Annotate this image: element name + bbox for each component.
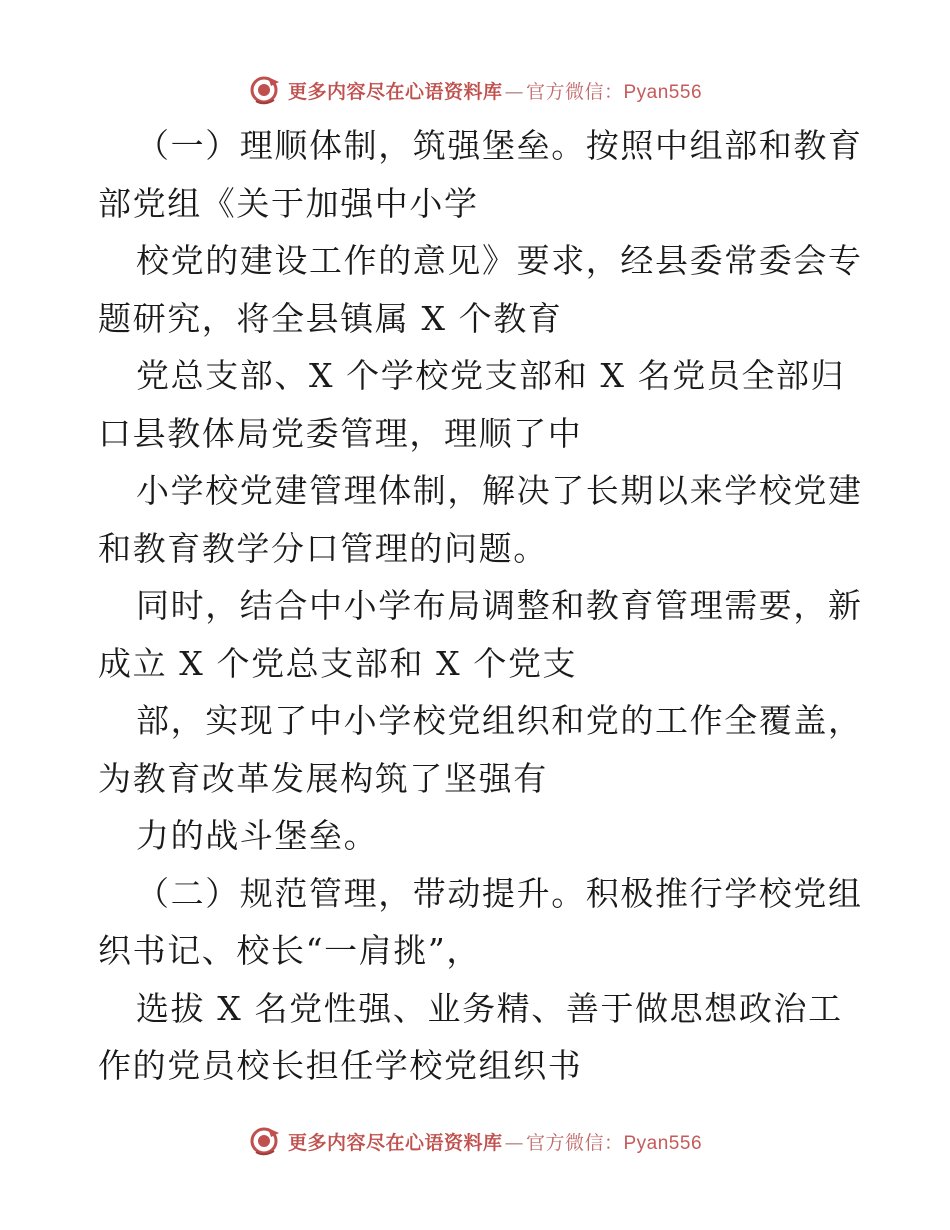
banner-dash: — [504,80,524,103]
header-banner [0,70,950,110]
banner-dash: — [504,1131,524,1154]
banner-text [288,1128,702,1155]
text-line: （二）规范管理，带动提升。积极推行学校党组 [136,873,863,913]
logo-icon [248,73,282,107]
text-line: 党总支部、X 个学校党支部和 X 名党员全部归 [136,356,846,395]
logo-icon [248,1124,282,1158]
text-line: 口县教体局党委管理，理顺了中 [98,413,583,453]
banner-suffix: 官方微信： [525,1131,624,1154]
text-line: 同时，结合中小学布局调整和教育管理需要，新 [136,586,863,625]
text-line: （一）理顺体制，筑强堡垒。按照中组部和教育 [136,126,863,165]
text-line: 部，实现了中小学校党组织和党的工作全覆盖， [136,701,863,740]
banner-suffix: 官方微信： [525,80,624,103]
footer-banner [0,1121,950,1161]
banner-handle: Pyan556 [623,1132,703,1154]
text-line: 成立 X 个党总支部和 X 个党支 [98,643,578,683]
text-line: 织书记、校长“一肩挑”， [98,931,481,970]
text-line: 作的党员校长担任学校党组织书 [98,1046,583,1085]
document-body [98,117,878,1095]
text-line: 力的战斗堡垒。 [136,816,379,855]
text-line: 校党的建设工作的意见》要求，经县委常委会专 [136,241,863,280]
banner-prefix: 更多内容尽在心语资料库 [287,1131,503,1154]
banner-handle: Pyan556 [623,81,703,103]
text-line: 小学校党建管理体制，解决了长期以来学校党建 [136,471,863,510]
text-line: 部党组《关于加强中小学 [98,183,479,223]
text-line: 和教育教学分口管理的问题。 [98,528,548,568]
text-line: 为教育改革发展构筑了坚强有 [98,758,548,798]
text-line: 选拔 X 名党性强、业务精、善于做思想政治工 [136,988,843,1028]
text-line: 题研究，将全县镇属 X 个教育 [98,298,563,338]
banner-text [288,77,702,104]
banner-prefix: 更多内容尽在心语资料库 [287,80,503,103]
